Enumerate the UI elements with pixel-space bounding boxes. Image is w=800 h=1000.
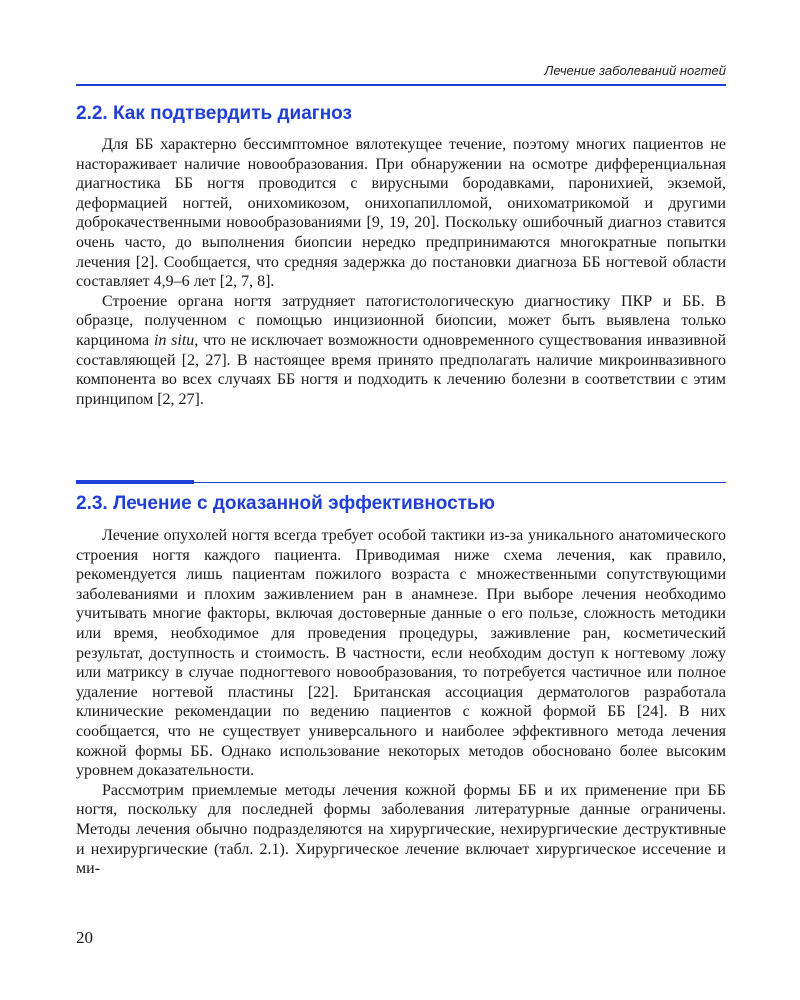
paragraph: Рассмотрим приемлемые методы лечения кожной формы ББ и их применение при ББ ногтя, поскольку для последней формы заболевания литературные данные ограничены. Методы лечения обычно подразделяются на хирургические, нехирургические деструктивные и нехирургические (табл. 2.1). Хирургическое лечение включает хирургическое иссечение и ми-	[76, 781, 726, 878]
running-header: Лечение заболеваний ногтей	[544, 63, 726, 78]
section-rule	[76, 482, 726, 483]
paragraph-text: , что не исключает возможности одновременного существования инвазивной составляющей [2, 27]. В настоящее время принято предполагать наличие микроинвазивного компонента во всех случаях ББ ногтя и подходить к лечению болезни в соответствии с этим принципом [2, 27].	[76, 331, 727, 408]
section-title-2-3: 2.3. Лечение с доказанной эффективностью	[76, 493, 495, 514]
section-rule-accent	[76, 480, 194, 484]
section-2-2-body	[76, 135, 726, 409]
paragraph: Для ББ характерно бессимптомное вялотекущее течение, поэтому многих пациентов не настораживает наличие новообразования. При обнаружении на осмотре дифференциальная диагностика ББ ногтя проводится с вирусными бородавками, паронихией, экземой, деформацией ногтей, онихомикозом, онихопапилломой, онихоматрикомой и другими доброкачественными новообразованиями [9, 19, 20]. Поскольку ошибочный диагноз ставится очень часто, до выполнения биопсии нередко предпринимаются многократные попытки лечения [2]. Сообщается, что средняя задержка до постановки диагноза ББ ногтевой области составляет 4,9–6 лет [2, 7, 8].	[76, 136, 726, 291]
paragraph-text: Строение органа ногтя затрудняет патогистологическую диагностику ПКР и ББ. В образце, полученном с помощью инцизионной биопсии, может быть выявлена только карцинома	[76, 292, 726, 349]
paragraph	[76, 292, 726, 410]
section-title-2-2: 2.2. Как подтвердить диагноз	[76, 103, 352, 124]
header-rule	[76, 84, 726, 86]
page-number: 20	[76, 928, 93, 947]
italic-term: in situ	[153, 331, 195, 349]
section-2-3-body	[76, 526, 726, 879]
paragraph: Лечение опухолей ногтя всегда требует особой тактики из-за уникального анатомического строения ногтя каждого пациента. Приводимая ниже схема лечения, как правило, рекомендуется лишь пациентам пожилого возраста с множественными сопутствующими заболеваниями и плохим заживлением ран в анамнезе. При выборе лечения необходимо учитывать многие факторы, включая достоверные данные о его пользе, сложность методики или время, необходимое для проведения процедуры, заживление ран, косметический результат, доступность и стоимость. В частности, если необходим доступ к ногтевому ложу или матриксу в случае подногтевого новообразования, то потребуется частичное или полное удаление ногтевой пластины [22]. Британская ассоциация дерматологов разработала клинические рекомендации по ведению пациентов с кожной формой ББ [24]. В них сообщается, что не существует универсального и наиболее эффективного метода лечения кожной формы ББ. Однако использование некоторых методов обосновано более высоким уровнем доказательности.	[76, 527, 726, 780]
